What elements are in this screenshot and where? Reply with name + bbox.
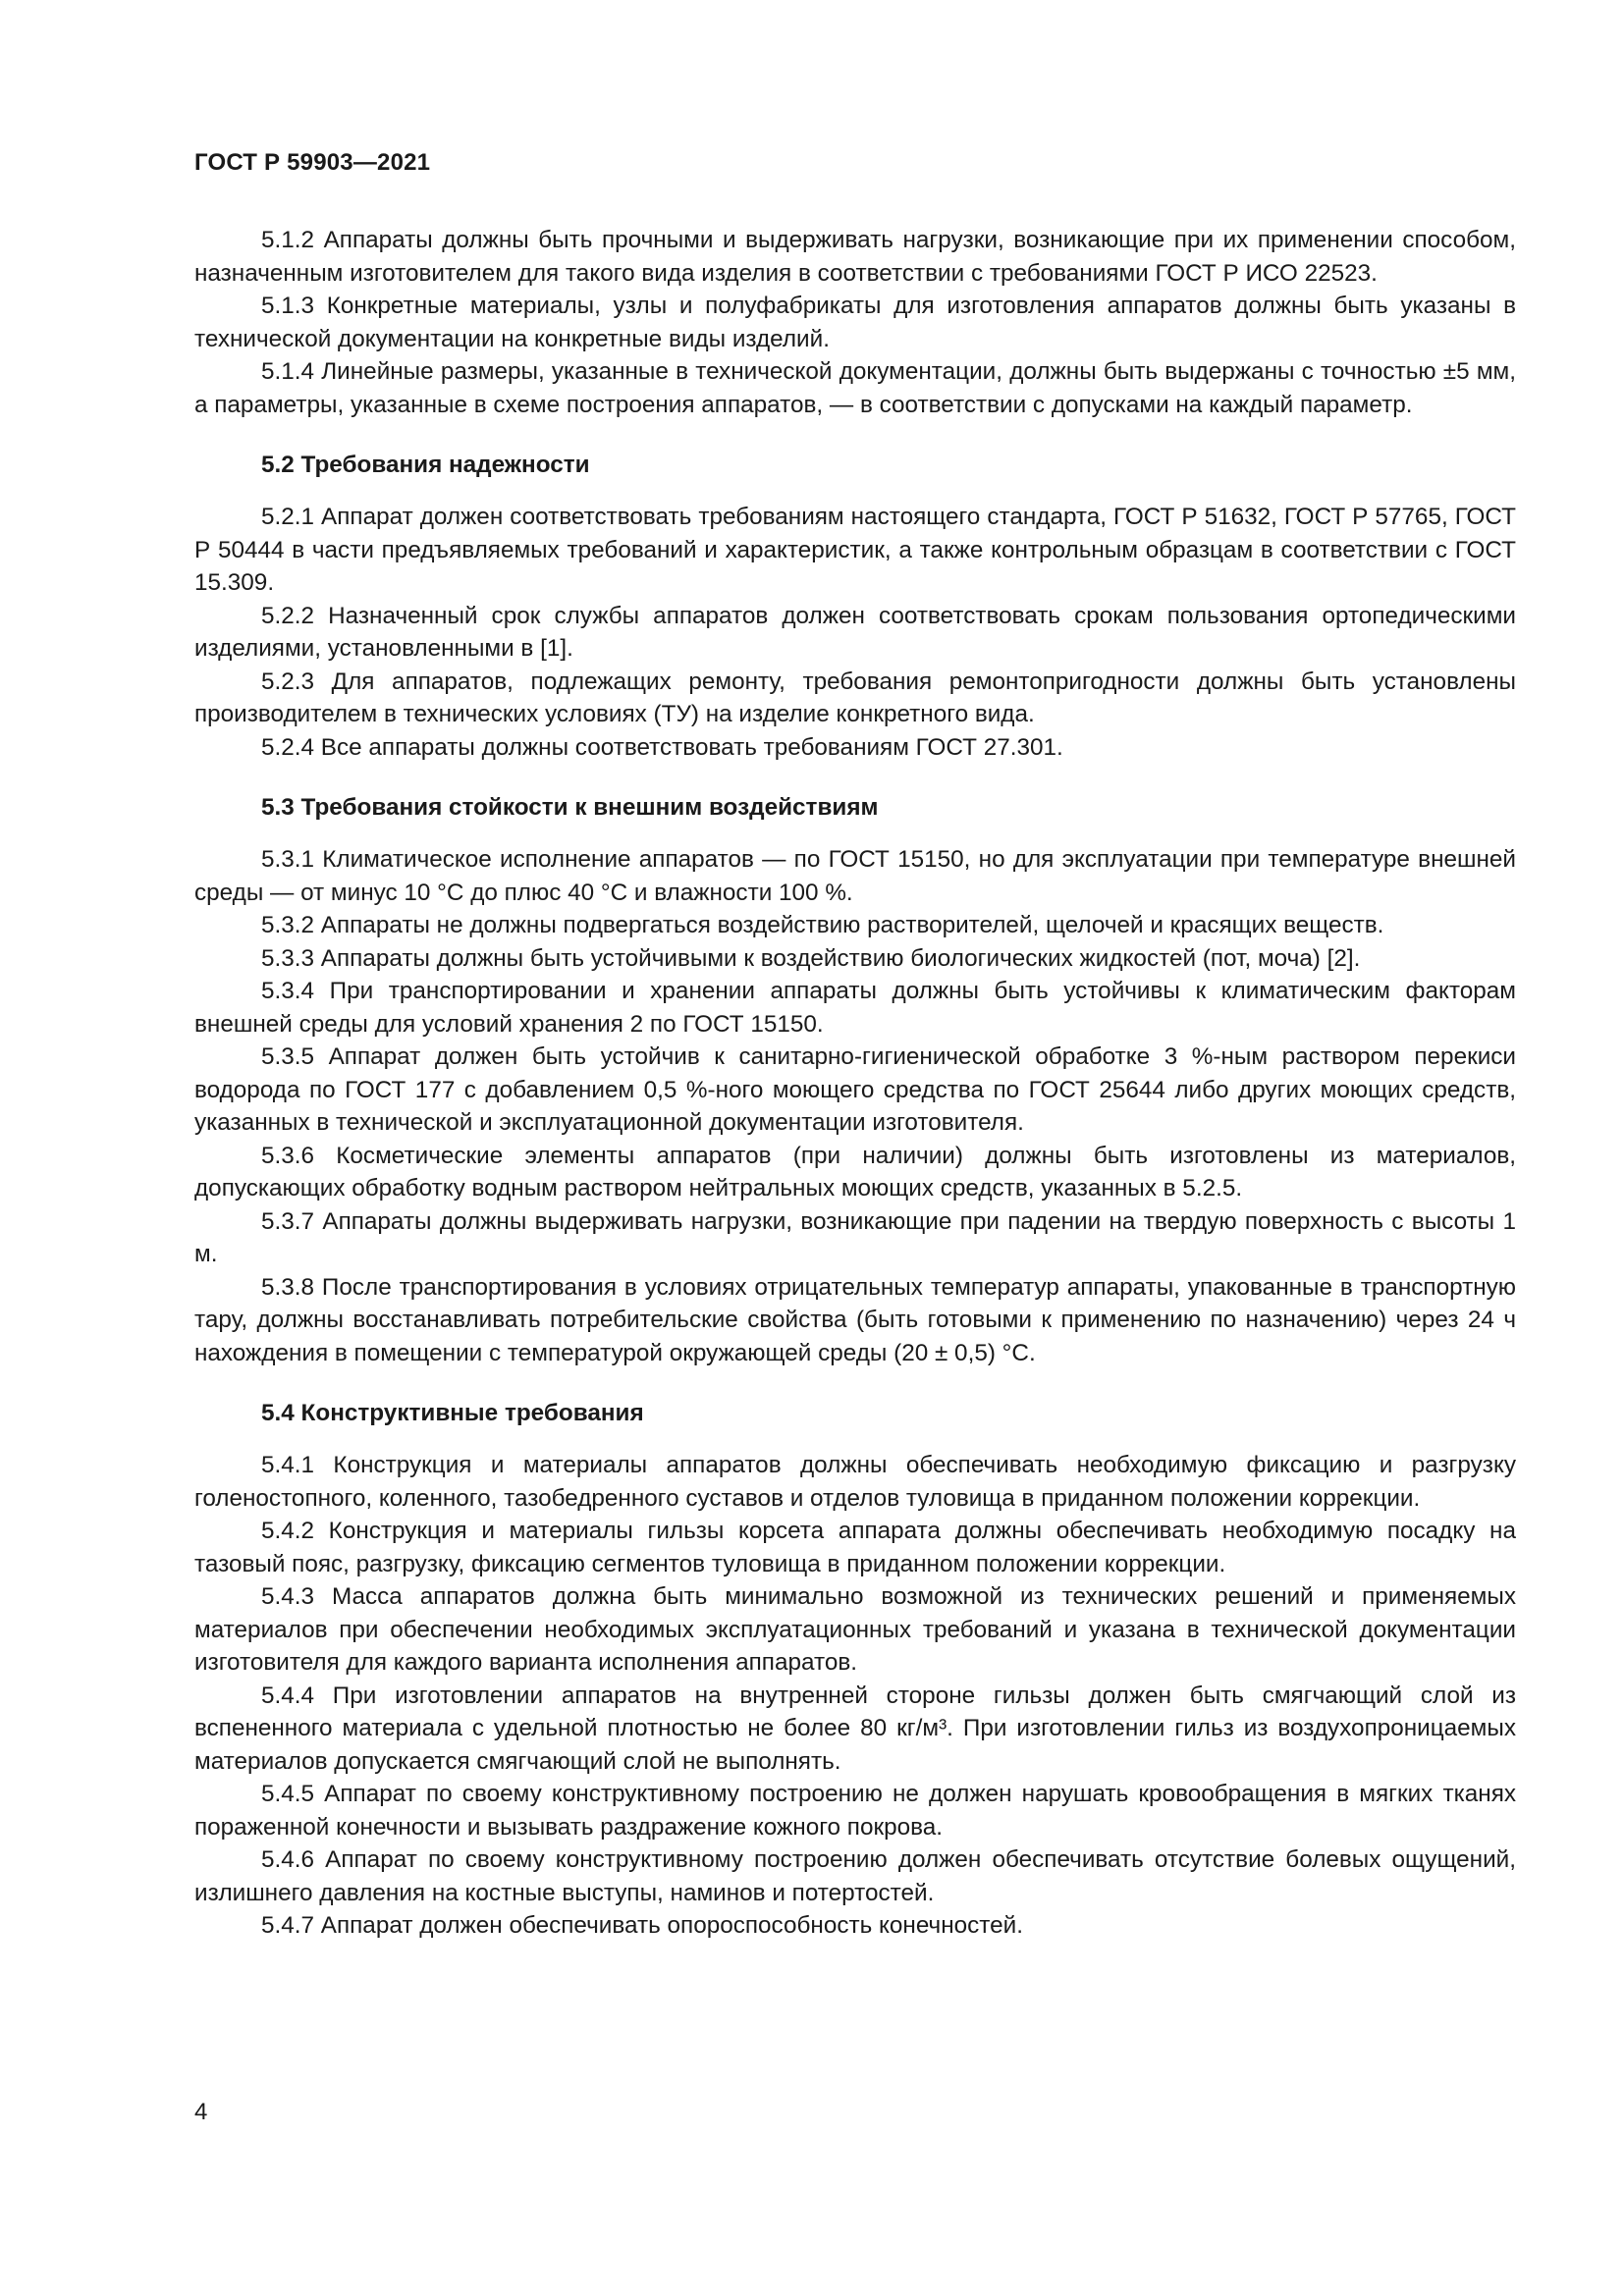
paragraph: 5.2.2 Назначенный срок службы аппаратов должен соответствовать срокам пользования ортопедическими изделиями, установленными в [1].	[194, 602, 1516, 662]
paragraph: 5.1.3 Конкретные материалы, узлы и полуфабрикаты для изготовления аппаратов должны быть указаны в технической документации на конкретные виды изделий.	[194, 293, 1516, 352]
document-body	[194, 224, 1516, 1943]
section-heading: 5.4 Конструктивные требования	[261, 1400, 644, 1426]
paragraph: 5.3.3 Аппараты должны быть устойчивыми к воздействию биологических жидкостей (пот, моча) [2].	[261, 944, 1361, 972]
paragraph: 5.2.3 Для аппаратов, подлежащих ремонту, требования ремонтопригодности должны быть установлены производителем в технических условиях (ТУ) на изделие конкретного вида.	[194, 667, 1516, 727]
paragraph: 5.4.1 Конструкция и материалы аппаратов должны обеспечивать необходимую фиксацию и разгрузку голеностопного, коленного, тазобедренного суставов и отделов туловища в приданном положении коррекции.	[194, 1452, 1516, 1512]
paragraph: 5.4.4 При изготовлении аппаратов на внутренней стороне гильзы должен быть смягчающий слой из вспененного материала с удельной плотностью не более 80 кг/м³. При изготовлении гильз из воздухопроницаемых материалов допускается смягчающий слой не выполнять.	[194, 1682, 1516, 1775]
section-heading: 5.2 Требования надежности	[261, 452, 590, 478]
paragraph: 5.3.6 Косметические элементы аппаратов (при наличии) должны быть изготовлены из материалов, допускающих обработку водным раствором нейтральных моющих средств, указанных в 5.2.5.	[194, 1142, 1516, 1201]
paragraph: 5.4.5 Аппарат по своему конструктивному построению не должен нарушать кровообращения в мягких тканях пораженной конечности и вызывать раздражение кожного покрова.	[194, 1781, 1516, 1841]
paragraph: 5.1.4 Линейные размеры, указанные в технической документации, должны быть выдержаны с точностью ±5 мм, а параметры, указанные в схеме построения аппаратов, — в соответствии с допусками на каждый параметр.	[194, 358, 1516, 418]
paragraph: 5.3.4 При транспортировании и хранении аппараты должны быть устойчивы к климатическим факторам внешней среды для условий хранения 2 по ГОСТ 15150.	[194, 978, 1516, 1038]
paragraph: 5.4.3 Масса аппаратов должна быть минимально возможной из технических решений и применяемых материалов при обеспечении необходимых эксплуатационных требований и указана в технической документации изготовителя для каждого варианта исполнения аппаратов.	[194, 1583, 1516, 1676]
paragraph: 5.2.4 Все аппараты должны соответствовать требованиям ГОСТ 27.301.	[261, 733, 1063, 761]
page-number: 4	[194, 2099, 208, 2125]
paragraph: 5.3.1 Климатическое исполнение аппаратов — по ГОСТ 15150, но для эксплуатации при температуре внешней среды — от минус 10 °С до плюс 40 °С и влажности 100 %.	[194, 846, 1516, 906]
paragraph: 5.3.5 Аппарат должен быть устойчив к санитарно-гигиенической обработке 3 %-ным раствором перекиси водорода по ГОСТ 177 с добавлением 0,5 %-ного моющего средства по ГОСТ 25644 либо других моющих средств, указанных в технической и эксплуатационной документации изготовителя.	[194, 1043, 1516, 1136]
paragraph: 5.4.7 Аппарат должен обеспечивать опороспособность конечностей.	[261, 1912, 1023, 1939]
paragraph: 5.4.2 Конструкция и материалы гильзы корсета аппарата должны обеспечивать необходимую посадку на тазовый пояс, разгрузку, фиксацию сегментов туловища в приданном положении коррекции.	[194, 1518, 1516, 1577]
paragraph: 5.3.2 Аппараты не должны подвергаться воздействию растворителей, щелочей и красящих веществ.	[261, 912, 1384, 938]
paragraph: 5.2.1 Аппарат должен соответствовать требованиям настоящего стандарта, ГОСТ Р 51632, ГОСТ Р 57765, ГОСТ Р 50444 в части предъявляемых требований и характеристик, а также контрольным образцам в соответствии с ГОСТ 15.309.	[194, 504, 1516, 596]
document-header: ГОСТ Р 59903—2021	[194, 149, 431, 176]
paragraph: 5.1.2 Аппараты должны быть прочными и выдерживать нагрузки, возникающие при их применении способом, назначенным изготовителем для такого вида изделия в соответствии с требованиями ГОСТ Р ИСО 22523.	[194, 227, 1516, 287]
paragraph: 5.3.8 После транспортирования в условиях отрицательных температур аппараты, упакованные в транспортную тару, должны восстанавливать потребительские свойства (быть готовыми к применению по назначению) через 24 ч нахождения в помещении с температурой окружающей среды (20 ± 0,5) °С.	[194, 1273, 1516, 1366]
section-heading: 5.3 Требования стойкости к внешним воздействиям	[261, 794, 879, 821]
paragraph: 5.4.6 Аппарат по своему конструктивному построению должен обеспечивать отсутствие болевых ощущений, излишнего давления на костные выступы, наминов и потертостей.	[194, 1846, 1516, 1906]
paragraph: 5.3.7 Аппараты должны выдерживать нагрузки, возникающие при падении на твердую поверхность с высоты 1 м.	[194, 1207, 1516, 1267]
